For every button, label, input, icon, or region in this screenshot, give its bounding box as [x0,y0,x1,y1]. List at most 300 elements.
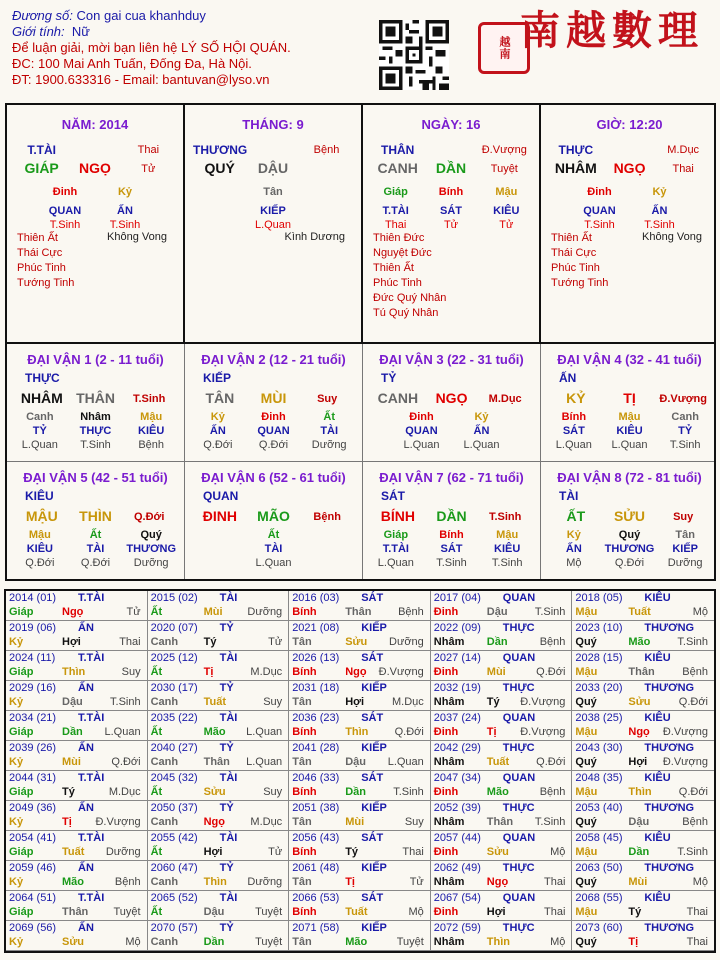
annual-cell [148,591,290,621]
dai-van-title: ĐẠI VẬN 3 (22 - 31 tuổi) [379,352,524,367]
annual-phase: Mộ [408,906,424,918]
shensha-item: Thiên Ất [551,232,592,244]
annual-year: 2026 (13) [292,652,340,664]
hidden-stem [549,526,599,570]
annual-stem: Ất [150,726,163,738]
dai-van-ten-god: KIẾP [203,371,232,385]
hidden-stem-god: THƯƠNG [604,543,655,555]
stem-phase [300,162,353,176]
annual-ten-god: ẤN [78,682,94,694]
dai-van-branch: TỊ [623,390,636,406]
shensha-item: Phúc Tinh [373,277,422,289]
annual-ten-god: SÁT [361,652,384,664]
hidden-stem-name: Kỷ [652,186,667,198]
dai-van-branch: MÙI [260,390,287,406]
qr-code-icon[interactable] [379,20,449,90]
annual-ten-god: QUAN [502,652,536,664]
pillar-god-row [363,136,539,157]
annual-ten-god: TÀI [219,772,238,784]
dai-van-hidden [185,526,362,570]
annual-phase: Đ.Vượng [520,726,566,738]
hidden-stem-god: KIÊU [138,425,165,437]
annual-cell [148,651,290,681]
pillar-1 [185,105,363,342]
hidden-stem-phase: L.Quan [403,439,440,451]
annual-ten-god: TÀI [219,892,238,904]
annual-phase: Đ.Vượng [662,726,708,738]
shensha-item: Thái Cực [17,247,63,259]
annual-stem: Canh [150,636,179,648]
annual-ten-god: QUAN [502,892,536,904]
annual-ten-god: KIÊU [644,592,671,604]
annual-phase: Dưỡng [247,606,283,618]
annual-stem: Bính [292,666,317,678]
annual-cell [148,801,290,831]
dai-van-ten-god: QUAN [203,489,239,503]
dai-van-stem: KỶ [566,390,586,406]
annual-year: 2058 (45) [575,832,623,844]
annual-ten-god: ẤN [78,922,94,934]
annual-ten-god: QUAN [502,712,536,724]
hidden-stem [426,180,475,232]
annual-year: 2040 (27) [150,742,198,754]
dai-van-cell [7,344,185,461]
annual-stem: Quý [575,876,597,888]
hidden-stem-phase: T.Sinh [491,557,523,569]
annual-ten-god: TỶ [219,742,234,754]
annual-ten-god: THƯƠNG [644,802,695,814]
annual-year: 2030 (17) [150,682,198,694]
hidden-stem [482,526,532,570]
annual-branch: Mùi [486,666,506,678]
annual-cell [148,681,290,711]
annual-branch: Tý [203,636,217,648]
annual-phase: Bệnh [398,606,424,618]
annual-phase: Dưỡng [389,636,424,648]
hidden-stem-god: TÀI [86,543,105,555]
dai-van-stem-branch [185,387,362,406]
annual-phase: Bệnh [682,666,708,678]
annual-phase: M.Dục [108,786,141,798]
annual-ten-god: THƯƠNG [644,682,695,694]
annual-branch: Tị [203,666,214,678]
annual-cell [431,681,573,711]
annual-year: 2069 (56) [9,922,57,934]
annual-year: 2018 (05) [575,592,623,604]
annual-phase: Suy [263,786,283,798]
annual-branch: Dậu [345,756,366,768]
dai-van-hidden [541,408,718,452]
annual-year: 2073 (60) [575,922,623,934]
annual-branch: Dậu [62,696,83,708]
annual-cell [572,801,714,831]
shensha-list-2 [642,231,702,243]
dai-van-cell [363,344,541,461]
annual-cell [431,861,573,891]
shensha-list-2 [107,231,167,243]
spacer [247,136,300,157]
hidden-stem-god: QUAN [405,425,438,437]
annual-branch: Sửu [203,786,226,798]
dai-van-stem-branch [7,505,184,524]
annual-cell [572,681,714,711]
hidden-stem-name: Kỷ [566,529,581,541]
annual-cell [572,921,714,951]
hidden-stem-phase: Q.Đới [614,557,645,569]
phone-email-line: ĐT: 1900.633316 - Email: bantuvan@lyso.vn [12,72,270,87]
annual-ten-god: SÁT [361,832,384,844]
hidden-stem-god: TÀI [264,543,283,555]
pillar-title: GIỜ: 12:20 [596,117,663,132]
hidden-stem-god: ẤN [209,425,226,437]
hidden-stem-god: KIÊU [493,205,520,217]
annual-branch: Hợi [486,906,506,918]
dai-van-stem-branch [185,505,362,524]
annual-branch: Thìn [628,786,652,798]
annual-year: 2043 (30) [575,742,623,754]
hidden-stem-god: SÁT [439,205,462,217]
hidden-stem-phase: T.Sinh [80,439,111,451]
annual-phase: Tuyệt [255,906,283,918]
hidden-stem [126,408,176,452]
dai-van-cell [185,344,363,461]
hidden-stem-phase: T.Sinh [49,219,81,231]
hidden-stem [395,408,449,452]
annual-branch: Dậu [628,816,650,828]
annual-cell [431,801,573,831]
annual-branch: Tý [345,846,359,858]
annual-phase: T.Sinh [110,696,141,708]
annual-cell [148,891,290,921]
annual-year: 2016 (03) [292,592,340,604]
annual-stem: Quý [575,696,597,708]
hidden-stem [249,408,299,452]
annual-year: 2037 (24) [433,712,481,724]
annual-ten-god: TỶ [219,622,234,634]
annual-phase: Suy [263,696,283,708]
annual-branch: Tý [486,696,500,708]
annual-phase: Tuyệt [255,936,283,948]
hidden-stem [573,180,627,232]
hidden-stem-phase: L.Quan [254,219,292,231]
hidden-stem [455,408,509,452]
annual-cell [431,771,573,801]
annual-ten-god: THƯƠNG [644,742,695,754]
annual-year: 2068 (55) [575,892,623,904]
hidden-stem-phase: Mộ [566,557,582,569]
annual-phase: Dưỡng [105,846,141,858]
annual-year: 2061 (48) [292,862,340,874]
annual-ten-god: SÁT [361,712,384,724]
hidden-stem-name: Quý [140,529,162,541]
address-line: ĐC: 100 Mai Anh Tuấn, Đống Đa, Hà Nội. [12,56,252,71]
annual-phase: Đ.Vượng [95,816,141,828]
annual-year: 2033 (20) [575,682,623,694]
annual-stem: Giáp [9,906,34,918]
hidden-stem-phase: T.Sinh [436,557,467,569]
annual-phase: Mộ [550,936,566,948]
dai-van-phase: T.Sinh [488,511,522,523]
hidden-stem-phase: Tử [443,219,459,231]
annual-stem: Đinh [433,786,459,798]
shensha-item: Không Vong [107,231,167,243]
annual-cell [572,651,714,681]
annual-year: 2070 (57) [150,922,198,934]
annual-stem: Kỷ [9,636,24,648]
annual-ten-god: KIẾP [361,682,387,694]
annual-branch: Dần [628,846,650,858]
hidden-stem-god: KIÊU [494,543,521,555]
annual-branch: Thân [345,606,372,618]
annual-ten-god: KIẾP [361,622,387,634]
annual-cell [148,831,290,861]
hidden-stem-god: T.TÀI [382,543,409,555]
annual-stem: Mậu [575,906,598,918]
hidden-stem-name: Nhâm [80,411,111,423]
hidden-stem-god: ẤN [565,543,582,555]
hidden-stem-phase: Q.Đới [203,439,233,451]
hidden-stem-god: TỶ [32,425,47,437]
earthly-branch: DẦN [435,160,467,176]
annual-year: 2067 (54) [433,892,481,904]
dai-van-stem-branch [7,387,184,406]
annual-year: 2057 (44) [433,832,481,844]
hidden-stem [633,180,687,232]
annual-cell [289,621,431,651]
annual-year: 2063 (50) [575,862,623,874]
annual-phase: M.Dục [392,696,424,708]
annual-ten-god: T.TÀI [78,652,105,664]
annual-stem: Giáp [9,786,34,798]
pillar-title: NĂM: 2014 [61,117,129,132]
annual-cell [148,921,290,951]
annual-branch: Tuất [486,756,510,768]
shensha-item: Thiên Đức [373,232,425,244]
annual-ten-god: KIÊU [644,832,671,844]
gender-line [12,24,372,40]
annual-year: 2039 (26) [9,742,57,754]
hidden-stem-god: KIÊU [26,543,53,555]
shensha-list [373,231,446,321]
annual-ten-god: KIÊU [644,892,671,904]
annual-branch: Dậu [486,606,508,618]
annual-cell [572,741,714,771]
stem-ten-god: THÂN [381,143,415,157]
hidden-stem-name: Kỷ [474,411,489,423]
annual-branch: Tý [628,906,642,918]
dai-van-branch: MÃO [257,508,290,524]
pillar-god-row [7,136,183,157]
annual-stem: Nhâm [433,756,465,768]
hidden-stem-name: Tân [675,529,695,541]
annual-ten-god: TÀI [219,652,238,664]
annual-stem: Ất [150,606,163,618]
annual-phase: Dưỡng [247,876,283,888]
annual-branch: Mão [62,876,84,888]
annual-branch: Dần [345,786,366,798]
annual-branch: Sửu [486,846,509,858]
dai-van-cell [185,462,363,579]
shensha-item: Tú Quý Nhân [373,307,439,319]
annual-stem: Tân [292,696,312,708]
hidden-stem [549,408,599,452]
annual-ten-god: QUAN [502,772,536,784]
annual-luck-table [4,589,716,953]
hidden-stem [304,408,354,452]
annual-year: 2031 (18) [292,682,340,694]
hidden-stem [38,180,92,232]
hidden-stem-phase: T.Sinh [109,219,141,231]
annual-phase: Đ.Vượng [662,756,708,768]
annual-year: 2047 (34) [433,772,481,784]
spacer [68,136,121,157]
hidden-stem-name: Mậu [496,529,519,541]
dai-van-branch: DẦN [436,508,467,524]
annual-stem: Đinh [433,906,459,918]
annual-phase: L.Quan [387,756,424,768]
dai-van-stem: CANH [377,390,419,406]
annual-branch: Mùi [62,756,81,768]
annual-ten-god: KIÊU [644,652,671,664]
hidden-stem-name: Kỷ [210,411,225,423]
dai-van-phase: M.Dục [488,393,522,405]
hidden-stem-phase: L.Quan [377,557,414,569]
annual-year: 2065 (52) [150,892,198,904]
annual-ten-god: TỶ [219,682,234,694]
annual-ten-god: TÀI [219,832,238,844]
annual-phase: Tuyệt [396,936,424,948]
annual-stem: Canh [150,756,179,768]
annual-branch: Tuất [62,846,85,858]
annual-stem: Đinh [433,726,459,738]
annual-phase: Bệnh [539,636,566,648]
annual-cell [572,891,714,921]
dai-van-phase: Đ.Vượng [659,393,707,405]
annual-year: 2056 (43) [292,832,340,844]
annual-ten-god: THƯƠNG [644,922,695,934]
annual-phase: Q.Đới [111,756,141,768]
annual-stem: Kỷ [9,816,24,828]
dai-van-stem: ĐINH [202,508,237,524]
annual-cell [431,891,573,921]
annual-branch: Tị [486,726,497,738]
hidden-stem [660,526,710,570]
annual-year: 2024 (11) [9,652,56,664]
annual-stem: Ất [150,846,163,858]
dai-van-hidden [363,408,540,452]
annual-stem: Nhâm [433,636,465,648]
hidden-stem-name: Mậu [140,411,163,423]
annual-branch: Thìn [486,936,511,948]
annual-ten-god: T.TÀI [78,832,105,844]
dai-van-ten-god: ẤN [559,371,577,385]
hidden-stem-name: Canh [26,411,54,423]
annual-phase: Tử [409,876,424,888]
annual-year: 2064 (51) [9,892,57,904]
stem-ten-god: THỰC [558,143,594,157]
hidden-stem-phase: L.Quan [255,557,292,569]
dai-van-hidden [7,526,184,570]
annual-year: 2038 (25) [575,712,623,724]
annual-ten-god: ẤN [78,802,94,814]
hidden-stem-god: THỰC [79,425,112,437]
hidden-stem-name: Đinh [409,411,434,423]
annual-branch: Thân [62,906,89,918]
pillar-stem-branch-row [7,157,183,176]
annual-stem: Mậu [575,726,598,738]
annual-phase: Đ.Vượng [378,666,424,678]
hidden-stem-phase: L.Quan [555,439,592,451]
annual-stem: Mậu [575,846,598,858]
hidden-stem-phase: T.Sinh [669,439,701,451]
pillar-0 [7,105,185,342]
pillar-god-row [541,136,718,157]
annual-branch: Sửu [628,696,651,708]
annual-branch: Hợi [628,756,648,768]
annual-cell [6,681,148,711]
annual-cell [289,831,431,861]
annual-branch: Thìn [345,726,369,738]
dai-van-cell [541,344,718,461]
annual-branch: Ngọ [62,606,84,618]
hidden-stem-phase: Q.Đới [80,557,111,569]
annual-year: 2048 (35) [575,772,623,784]
annual-year: 2023 (10) [575,622,623,634]
annual-ten-god: QUAN [502,832,536,844]
annual-stem: Tân [292,876,312,888]
annual-cell [431,711,573,741]
annual-cell [6,861,148,891]
hidden-stem-name: Ất [267,529,280,541]
shensha-item: Đức Quý Nhân [373,292,447,304]
annual-stem: Tân [292,936,312,948]
shensha-item: Nguyệt Đức [373,247,432,259]
annual-phase: Thai [119,636,141,648]
annual-branch: Tuất [628,606,651,618]
hidden-stem-phase: L.Quan [463,439,500,451]
annual-cell [289,861,431,891]
annual-cell [6,921,148,951]
dai-van-title: ĐẠI VẬN 5 (42 - 51 tuổi) [23,470,168,485]
annual-stem: Quý [575,816,597,828]
annual-ten-god: KIẾP [361,802,387,814]
annual-ten-god: TÀI [219,712,238,724]
annual-cell [431,621,573,651]
stem-ten-god: T.TÀI [27,143,56,157]
shensha-list [17,231,74,291]
hidden-stem-god: ẤN [117,205,133,217]
annual-phase: Tử [268,636,283,648]
annual-branch: Tị [345,876,355,888]
brand-title-text: 南越數理 [520,7,704,54]
spacer [603,136,657,157]
annual-stem: Kỷ [9,876,24,888]
annual-branch: Ngọ [628,726,650,738]
annual-cell [6,891,148,921]
annual-year: 2035 (22) [150,712,198,724]
annual-ten-god: ẤN [78,622,94,634]
annual-stem: Bính [292,726,317,738]
annual-cell [572,711,714,741]
annual-stem: Tân [292,756,312,768]
annual-cell [572,771,714,801]
branch-phase: M.Dục [667,144,700,156]
hidden-stem [371,180,420,232]
annual-branch: Dậu [203,906,225,918]
stem-phase: Tuyệt [490,163,518,175]
annual-stem: Mậu [575,786,598,798]
branch-phase: Bệnh [313,144,340,156]
